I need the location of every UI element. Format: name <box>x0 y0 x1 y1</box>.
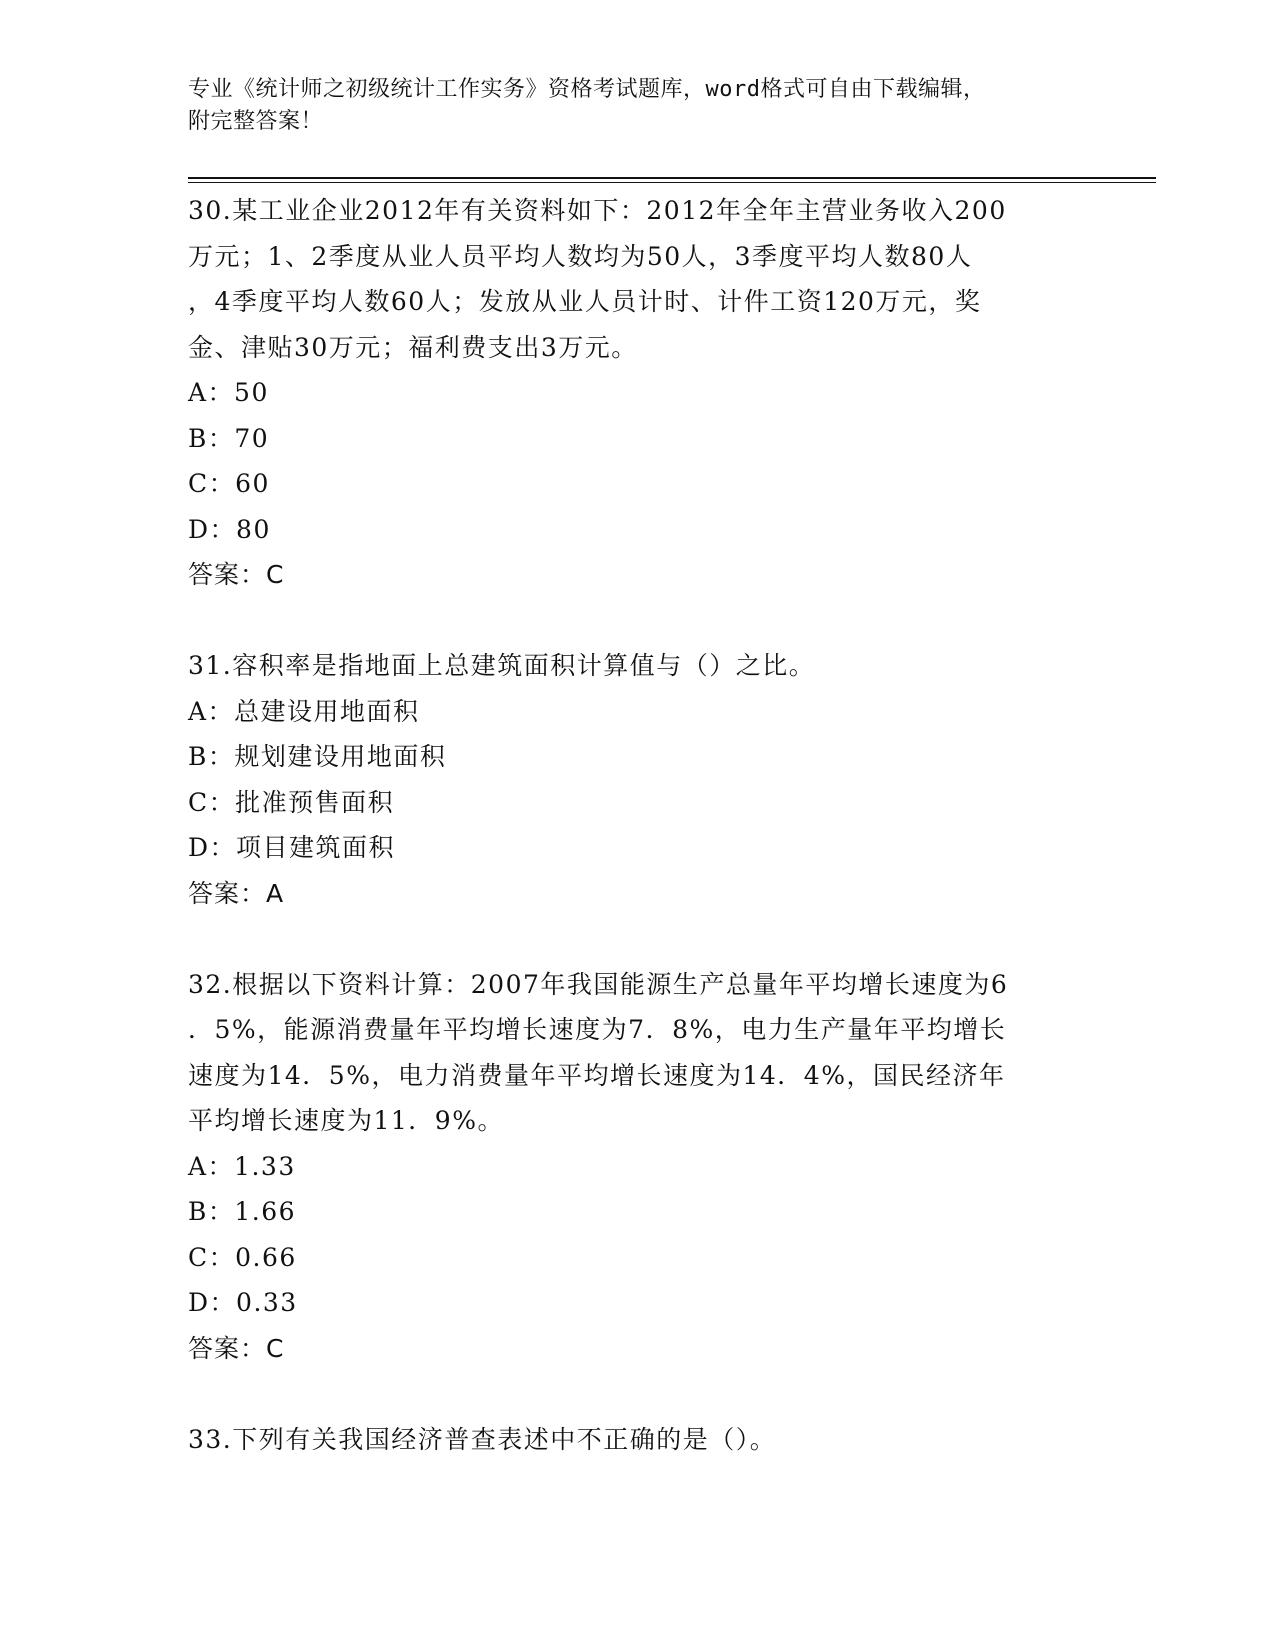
document-header <box>188 74 1068 138</box>
question-text <box>188 1417 1088 1463</box>
header-line-2: 附完整答案！ <box>188 109 324 134</box>
question-spacer <box>188 1371 1088 1417</box>
option-c: C：60 <box>188 469 270 498</box>
question-33 <box>188 1417 1088 1463</box>
question-line: ．5%，能源消费量年平均增长速度为7．8%，电力生产量年平均增长 <box>188 1015 1007 1044</box>
option-d: D：0.33 <box>188 1288 298 1317</box>
option-c: C：批准预售面积 <box>188 787 395 817</box>
question-line: 金、津贴30万元；福利费支出3万元。 <box>188 332 638 362</box>
option-a: A：总建设用地面积 <box>188 696 420 726</box>
answer-label: 答案：C <box>188 1333 285 1363</box>
option-b: B：1.66 <box>188 1197 297 1226</box>
question-line: 31.容积率是指地面上总建筑面积计算值与（）之比。 <box>188 651 816 680</box>
question-line: 万元；1、2季度从业人员平均人数均为50人，3季度平均人数80人 <box>188 241 973 271</box>
question-32 <box>188 962 1088 1372</box>
question-line: 33.下列有关我国经济普查表述中不正确的是（）。 <box>188 1424 777 1454</box>
answer-label: 答案：C <box>188 560 285 589</box>
option-c: C：0.66 <box>188 1242 297 1272</box>
option-d: D：项目建筑面积 <box>188 833 396 862</box>
answer-label: 答案：A <box>188 878 285 908</box>
option-b: B：70 <box>188 423 270 453</box>
question-text <box>188 962 1088 1144</box>
question-30 <box>188 188 1088 598</box>
question-line: 32.根据以下资料计算：2007年我国能源生产总量年平均增长速度为6 <box>188 969 1009 999</box>
option-a: A：1.33 <box>188 1151 296 1181</box>
option-b: B：规划建设用地面积 <box>188 742 447 771</box>
question-list <box>188 188 1088 1462</box>
question-line: 速度为14．5%，电力消费量年平均增长速度为14．4%，国民经济年 <box>188 1060 1006 1090</box>
question-line: 30.某工业企业2012年有关资料如下：2012年全年主营业务收入200 <box>188 196 1007 225</box>
question-text <box>188 643 1088 689</box>
question-line: 平均增长速度为11．9%。 <box>188 1106 504 1135</box>
question-line: ，4季度平均人数60人；发放从业人员计时、计件工资120万元，奖 <box>188 287 982 316</box>
option-d: D：80 <box>188 514 271 544</box>
question-spacer <box>188 598 1088 644</box>
question-spacer <box>188 916 1088 962</box>
question-text <box>188 188 1088 370</box>
option-a: A：50 <box>188 378 269 407</box>
question-31 <box>188 643 1088 916</box>
header-divider <box>188 177 1156 183</box>
header-line-1: 专业《统计师之初级统计工作实务》资格考试题库，word格式可自由下载编辑， <box>188 77 986 102</box>
